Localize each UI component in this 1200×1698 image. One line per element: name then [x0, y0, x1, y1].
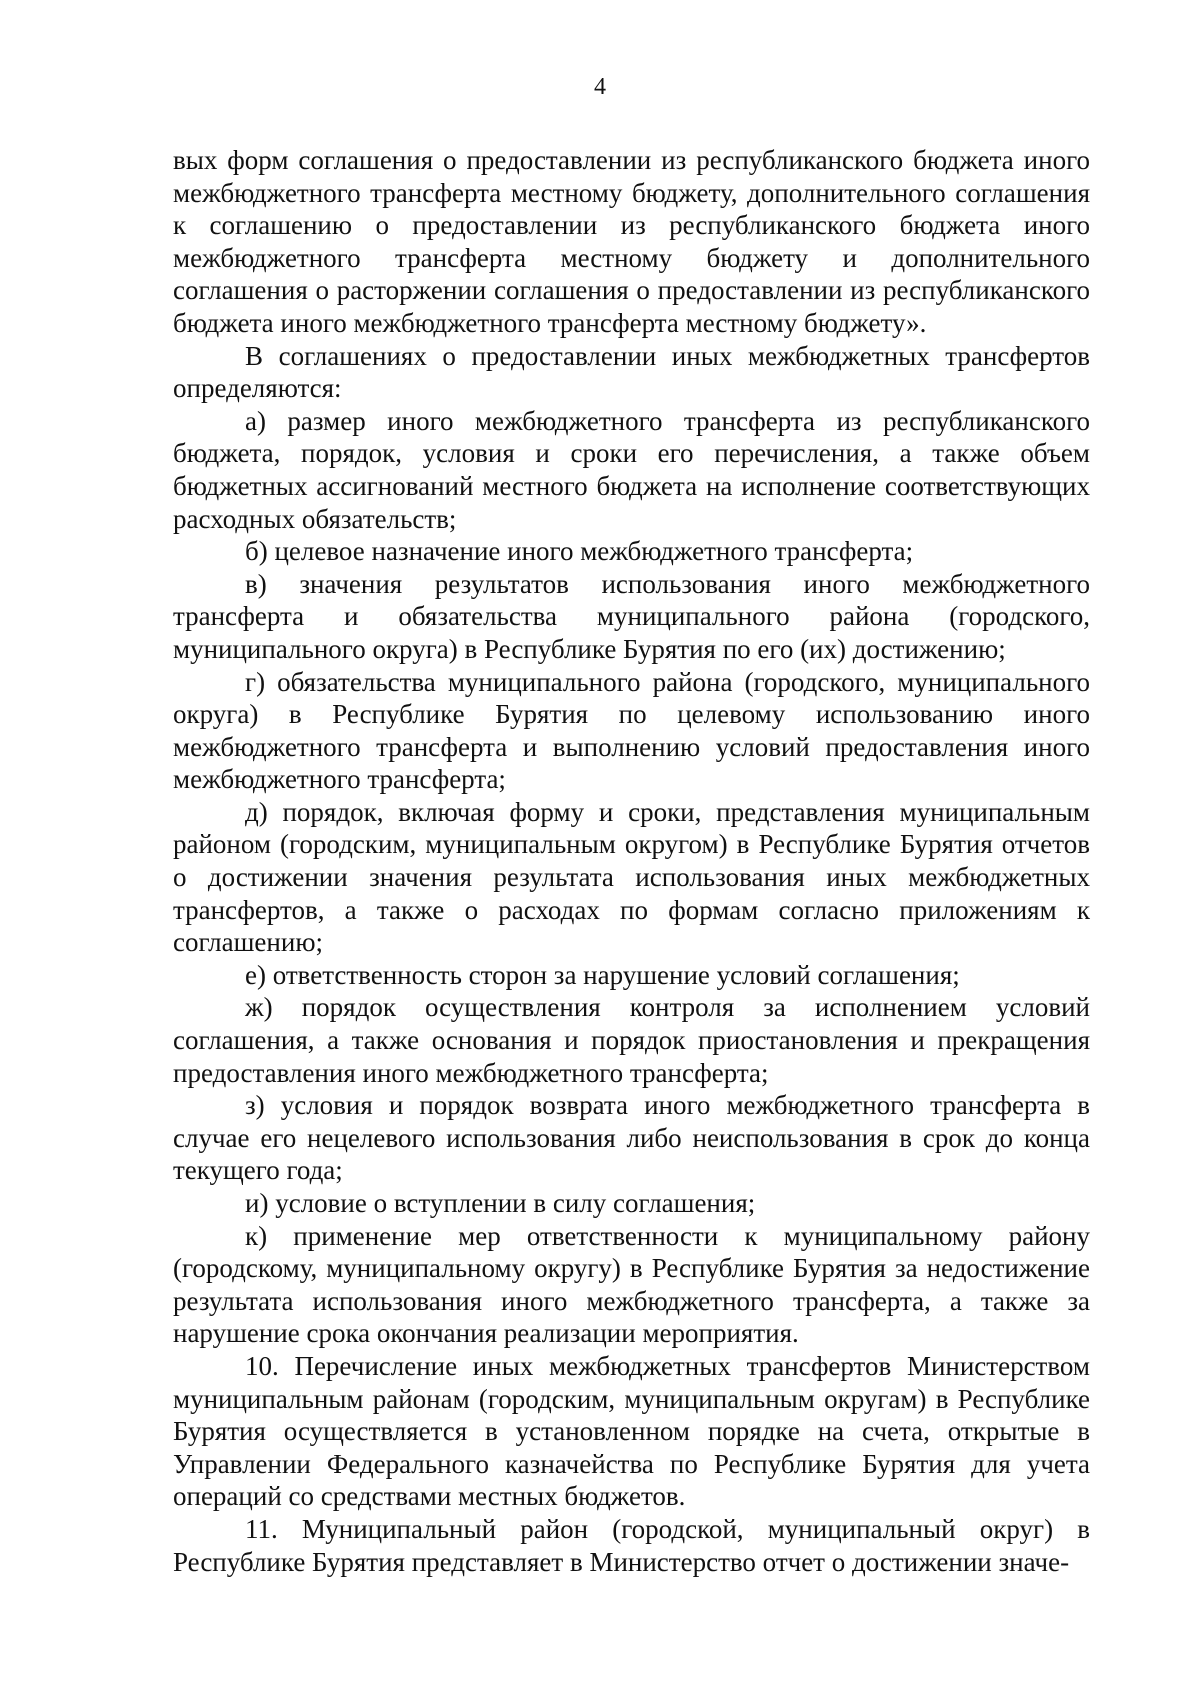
paragraph-section-10: 10. Перечисление иных межбюджетных трансфертов Министерством муниципальным районам (городским, муниципальным округам) в Республике Бурятия осуществляется в установленном порядке на счета, открытые в Управлении Федерального казначейства по Республике Бурятия для учета операций со средствами местных бюджетов.	[173, 1350, 1090, 1512]
paragraph-item-i: и) условие о вступлении в силу соглашения;	[245, 1188, 756, 1218]
paragraph-item-e: е) ответственность сторон за нарушение условий соглашения;	[245, 959, 960, 990]
paragraph-item-g: г) обязательства муниципального района (городского, муниципального округа) в Республике Бурятия по целевому использованию иного межбюджетного трансферта и выполнению условий предоставления иного межбюджетного трансферта;	[173, 666, 1090, 795]
paragraph-continuation: вых форм соглашения о предоставлении из республиканского бюджета иного межбюджетного трансферта местному бюджету, дополнительного соглашения к соглашению о предоставлении из республиканского бюджета иного межбюджетного трансферта местному бюджету и дополнительного соглашения о расторжении соглашения о предоставлении из республиканского бюджета иного межбюджетного трансферта местному бюджету».	[173, 145, 1090, 338]
paragraph-section-11: 11. Муниципальный район (городской, муниципальный округ) в Республике Бурятия представляет в Министерство отчет о достижении значе-	[173, 1513, 1090, 1577]
paragraph-item-zh: ж) порядок осуществления контроля за исполнением условий соглашения, а также основания и порядок приостановления и прекращения предоставления иного межбюджетного трансферта;	[173, 992, 1090, 1088]
document-body	[173, 144, 1090, 1578]
paragraph-item-k: к) применение мер ответственности к муниципальному району (городскому, муниципальному округу) в Республике Бурятия за недостижение результата использования иного межбюджетного трансферта, а также за нарушение срока окончания реализации мероприятия.	[173, 1220, 1090, 1349]
paragraph-item-d: д) порядок, включая форму и сроки, представления муниципальным районом (городским, муниципальным округом) в Республике Бурятия отчетов о достижении значения результата использования иных межбюджетных трансфертов, а также о расходах по формам согласно приложениям к соглашению;	[173, 796, 1090, 958]
paragraph-agreements-intro: В соглашениях о предоставлении иных межбюджетных трансфертов определяются:	[173, 340, 1090, 404]
paragraph-item-v: в) значения результатов использования иного межбюджетного трансферта и обязательства муниципального района (городского, муниципального округа) в Республике Бурятия по его (их) достижению;	[173, 568, 1090, 664]
paragraph-item-z: з) условия и порядок возврата иного межбюджетного трансферта в случае его нецелевого использования либо неиспользования в срок до конца текущего года;	[173, 1090, 1090, 1186]
paragraph-item-b: б) целевое назначение иного межбюджетного трансферта;	[245, 536, 914, 567]
paragraph-item-a: а) размер иного межбюджетного трансферта из республиканского бюджета, порядок, условия и сроки его перечисления, а также объем бюджетных ассигнований местного бюджета на исполнение соответствующих расходных обязательств;	[173, 405, 1090, 534]
page-number: 4	[594, 74, 606, 100]
